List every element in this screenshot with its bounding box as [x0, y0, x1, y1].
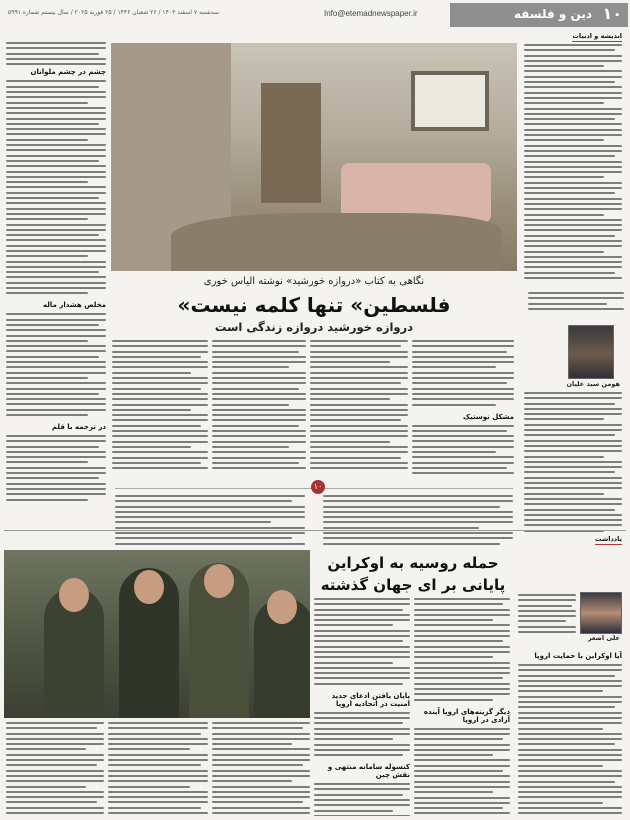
email-address[interactable]: Info@etemadnewspaper.ir — [324, 9, 418, 18]
section-title: دین و فلسفه — [513, 7, 592, 21]
bottom-column-2 — [414, 598, 510, 816]
bottom-subheading-1: پایان یافتن ادعای جدید امنیت در اتحادیه اروپا — [331, 691, 410, 708]
bottom-subheading-3: آیا اوکراین با حمایت اروپا — [534, 652, 622, 660]
author-name: هومن سید علیان — [566, 380, 620, 388]
page-number: ۱۰ — [602, 4, 622, 23]
article-deck: دروازه خورشید دروازه زندگی است — [214, 320, 414, 334]
left-column-text — [6, 42, 106, 530]
body-column-2 — [310, 340, 408, 486]
bottom-subheading-2: کنسوله سامانه منتهی و نقش چین — [327, 763, 410, 780]
section-kicker: اندیشه و ادبیات — [572, 32, 622, 40]
page-header — [0, 0, 630, 30]
summary-left — [115, 495, 305, 555]
right-column-text — [524, 44, 622, 284]
dateline: سه‌شنبه ۷ اسفند ۱۴۰۳ / ۲۶ شعبان ۱۴۴۶ / ۲۵ فوریه ۲۰۲۵ / سال بیستم شماره ۵۹۹۱ — [8, 9, 220, 16]
left-subheading-2: مخلص هشدار ماله — [43, 301, 106, 310]
bottom-column-6 — [6, 722, 104, 816]
left-subheading-1: چشم در چشم ملوانان — [30, 68, 106, 77]
bottom-column-5 — [108, 722, 208, 816]
body-subheading-4: مشکل نوستیک — [463, 412, 514, 421]
article-summary — [115, 482, 513, 559]
author-photo — [568, 325, 614, 379]
bottom-column-4 — [212, 722, 310, 816]
bottom-headline-line1: حمله روسیه به اوکراین — [327, 554, 499, 572]
bottom-headline-line2: پایانی بر ای جهان گذشته — [320, 576, 506, 594]
article-subhead: نگاهی به کتاب «دروازه خورشید» نوشته الیاس خوری — [203, 276, 425, 287]
body-column-4 — [112, 340, 208, 486]
soldiers-photo — [4, 550, 310, 718]
summary-right — [323, 495, 513, 555]
author-photo-2 — [580, 592, 622, 634]
pull-quote — [528, 292, 624, 322]
summary-marker: ۱۰ — [311, 480, 325, 494]
article-headline: «فلسطین» تنها کلمه نیست — [177, 293, 451, 317]
right-column-text-lower — [524, 392, 622, 532]
destroyed-room-photo — [111, 43, 517, 271]
section-divider — [4, 530, 626, 531]
bottom-kicker: یادداشت — [594, 535, 622, 543]
body-column-3 — [212, 340, 306, 486]
bottom-headline — [308, 552, 518, 596]
body-column-1 — [412, 340, 514, 486]
author-name-2: علی اصغر — [587, 634, 620, 642]
left-subheading-3: در ترجمه با قلم — [51, 423, 106, 431]
bottom-right-column — [518, 594, 576, 646]
bottom-column-3 — [314, 598, 410, 816]
section-banner — [450, 3, 628, 27]
bottom-subheading-4: دیگر گزینه‌های اروپا آینده آزادی در اروپا — [423, 707, 510, 724]
bottom-right-column-lower — [518, 650, 622, 816]
